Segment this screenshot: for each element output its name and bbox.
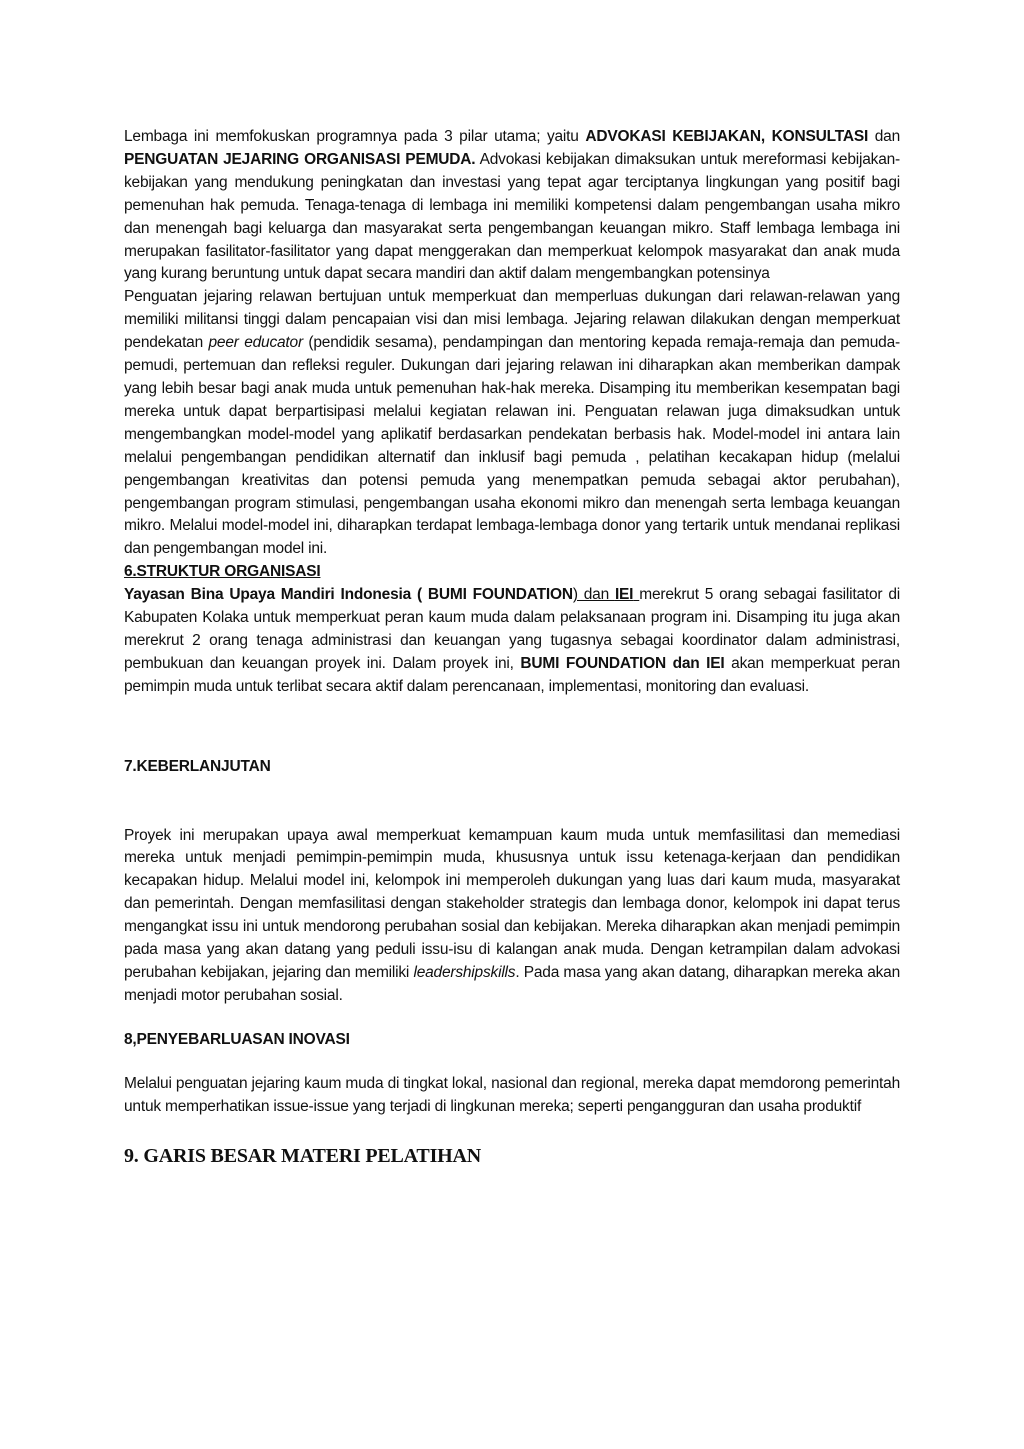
para2-text-2: (pendidik sesama), pendampingan dan mentoring kepada remaja-remaja dan pemuda-pemudi, pertemuan dan refleksi reguler. Dukungan dari jejaring relawan ini diharapkan akan memberikan dampak yang lebih besar bagi anak muda untuk pemenuhan hak-hak mereka. Disamping itu memberikan kesempatan bagi mereka untuk dapat berpartisipasi melalui kegiatan relawan ini. Penguatan relawan juga dimaksudkan untuk mengembangkan model-model yang aplikatif berdasarkan pendekatan berbasis hak. Model-model ini antara lain melalui pengembangan pendidikan alternatif dan inklusif bagi pemuda , pelatihan kecakapan hidup (melalui pengembangan kreativitas dan potensi pemuda yang menempatkan pemuda sebagai aktor perubahan), pengembangan program stimulasi, pengembangan usaha ekonomi mikro dan menengah serta lembaga keuangan mikro. Melalui model-model ini, diharapkan terdapat lembaga-lembaga donor yang tertarik untuk mendanai replikasi dan pengembangan model ini. <box>124 334 900 558</box>
paragraph-volunteer-network <box>124 286 900 561</box>
section-6-heading: 6.STRUKTUR ORGANISASI <box>124 563 321 581</box>
section6-bold-3: BUMI FOUNDATION dan IEI <box>520 654 725 672</box>
spacer <box>124 779 900 825</box>
section7-text-2: . Pada masa yang akan datang, diharapkan mereka akan menjadi motor perubahan sosial. <box>124 964 901 1004</box>
section6-text-2: akan memperkuat peran pemimpin muda untuk terlibat secara aktif dalam perencanaan, implementasi, monitoring dan evaluasi. <box>124 654 901 695</box>
para2-text-1: Penguatan jejaring relawan bertujuan untuk memperkuat dan memperluas dukungan dari relawan-relawan yang memiliki militansi tinggi dalam pencapaian visi dan misi lembaga. Jejaring relawan dilakukan dengan memperkuat pendekatan <box>124 288 900 352</box>
spacer <box>124 1008 900 1029</box>
paragraph-three-pillars <box>124 126 900 286</box>
para1-text-2: dan <box>868 128 901 145</box>
section-7-paragraph <box>124 825 900 1008</box>
para1-bold-2: PENGUATAN JEJARING ORGANISASI PEMUDA. <box>124 150 476 168</box>
para1-text-1: Lembaga ini memfokuskan programnya pada 3 pilar utama; yaitu <box>124 128 586 145</box>
section6-bold-underline: IEI <box>614 586 634 604</box>
section-7-heading: 7.KEBERLANJUTAN <box>124 757 271 775</box>
spacer <box>124 1119 900 1143</box>
para1-text-3: Advokasi kebijakan dimaksukan untuk mereformasi kebijakan-kebijakan yang mendukung peningkatan dan investasi yang tepat agar terciptanya lingkungan yang positif bagi pemenuhan hak pemuda. Tenaga-tenaga di lembaga ini memiliki kompetensi dalam pengembangan usaha mikro dan menengah bagi keluarga dan masyarakat serta pengembangan keuangan mikro. Staff lembaga lembaga ini merupakan fasilitator-fasilitator yang dapat menggerakan dan memperkuat kelompok masyarakat dan anak muda yang kurang beruntung untuk dapat secara mandiri dan aktif dalam mengembangkan potensinya <box>124 150 900 283</box>
document-page <box>124 126 900 1169</box>
para2-italic-1: peer educator <box>208 334 303 352</box>
section6-underline-1: ) dan <box>572 586 615 604</box>
section-9-heading: 9. GARIS BESAR MATERI PELATIHAN <box>124 1144 482 1167</box>
section-8-heading: 8,PENYEBARLUASAN INOVASI <box>124 1030 350 1048</box>
section6-bold-1: Yayasan Bina Upaya Mandiri Indonesia ( BUMI FOUNDATION <box>124 586 573 604</box>
spacer <box>124 699 900 756</box>
section6-text-1: merekrut 5 orang sebagai fasilitator di Kabupaten Kolaka untuk memperkuat peran kaum muda dalam pelaksanaan program ini. Disamping itu juga akan merekrut 2 orang tenaga administrasi dan keuangan yang tugasnya sebagai koordinator dalam administrasi, pembukuan dan keuangan proyek ini. Dalam proyek ini, <box>124 586 900 672</box>
section-6-paragraph <box>124 584 900 699</box>
section-8-paragraph: Melalui penguatan jejaring kaum muda di tingkat lokal, nasional dan regional, mereka dapat memdorong pemerintah untuk memperhatikan issue-issue yang terjadi di lingkunan mereka; seperti pengangguran dan usaha produktif <box>124 1074 900 1115</box>
section7-text-1: Proyek ini merupakan upaya awal memperkuat kemampuan kaum muda untuk memfasilitasi dan memediasi mereka untuk menjadi pemimpin-pemimpin muda, khususnya untuk issu ketenaga-kerjaan dan pendidikan kecapakan hidup. Melalui model ini, kelompok ini memperoleh dukungan yang luas dari kaum muda, masyarakat dan pemerintah. Dengan memfasilitasi dengan stakeholder strategis dan lembaga donor, kelompok ini dapat terus mengangkat issu ini untuk mendorong perubahan sosial dan kebijakan. Mereka diharapkan akan menjadi pemimpin pada masa yang akan datang yang peduli issu-isu di kalangan anak muda. Dengan ketrampilan dalam advokasi perubahan kebijakan, jejaring dan memiliki <box>124 826 900 981</box>
section7-italic-1: leadershipskills <box>413 964 516 981</box>
para1-bold-1: ADVOKASI KEBIJAKAN, KONSULTASI <box>585 128 869 145</box>
spacer <box>124 1052 900 1073</box>
